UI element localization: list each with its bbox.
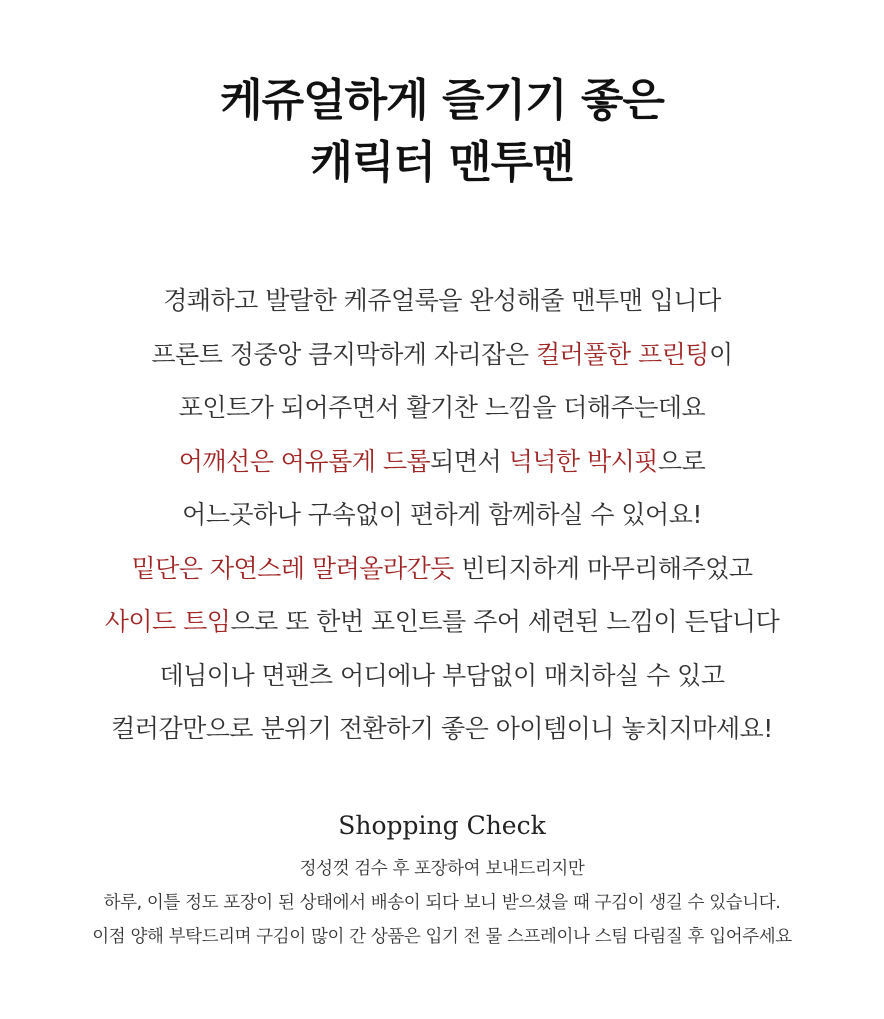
page-title <box>0 70 884 194</box>
description-text: 이 <box>708 339 733 369</box>
description-text: 어느곳하나 구속없이 편하게 함께하실 수 있어요! <box>182 500 702 529</box>
description-line <box>0 435 884 489</box>
description-line <box>0 595 884 649</box>
description-text: 컬러감만으로 분위기 전환하기 좋은 아이템이니 놓치지마세요! <box>111 714 773 743</box>
product-description <box>0 274 884 756</box>
description-line <box>0 328 884 382</box>
description-line <box>0 542 884 596</box>
description-text: 데님이나 면팬츠 어디에나 부담없이 매치하실 수 있고 <box>159 660 725 690</box>
title-line-1: 케쥬얼하게 즐기기 좋은 <box>220 75 664 126</box>
highlight-text: 컬러풀한 프린팅 <box>535 339 709 369</box>
description-line <box>0 488 884 542</box>
shopping-check-notes <box>0 852 884 954</box>
description-text: 프론트 정중앙 큼지막하게 자리잡은 <box>151 339 536 369</box>
description-text: 포인트가 되어주면서 활기찬 느낌을 더해주는데요 <box>178 393 706 422</box>
description-line <box>0 381 884 435</box>
description-text: 되면서 <box>430 446 509 476</box>
highlight-text: 사이드 트임 <box>104 607 231 636</box>
description-line <box>0 274 884 328</box>
shopping-note: 하루, 이틀 정도 포장이 된 상태에서 배송이 되다 보니 받으셨을 때 구김이 생길 수 있습니다. <box>103 893 781 913</box>
highlight-text: 밑단은 자연스레 말려올라간듯 <box>131 553 454 583</box>
description-line <box>0 702 884 756</box>
shopping-note: 이점 양해 부탁드리며 구김이 많이 간 상품은 입기 전 물 스프레이나 스팀 다림질 후 입어주세요 <box>92 927 792 947</box>
description-text: 으로 또 한번 포인트를 주어 세련된 느낌이 든답니다 <box>230 607 780 636</box>
description-text: 빈티지하게 마무리해주었고 <box>453 553 753 583</box>
shopping-note: 정성껏 검수 후 포장하여 보내드리지만 <box>299 859 585 879</box>
shopping-check-heading: Shopping Check <box>338 811 546 840</box>
description-text: 으로 <box>657 446 706 476</box>
description-line <box>0 649 884 703</box>
highlight-text: 넉넉한 박시핏 <box>508 446 658 476</box>
title-line-2: 캐릭터 맨투맨 <box>310 137 574 188</box>
description-text: 경쾌하고 발랄한 케쥬얼룩을 완성해줄 맨투맨 입니다 <box>163 286 721 315</box>
highlight-text: 어깨선은 여유롭게 드롭 <box>178 446 431 476</box>
